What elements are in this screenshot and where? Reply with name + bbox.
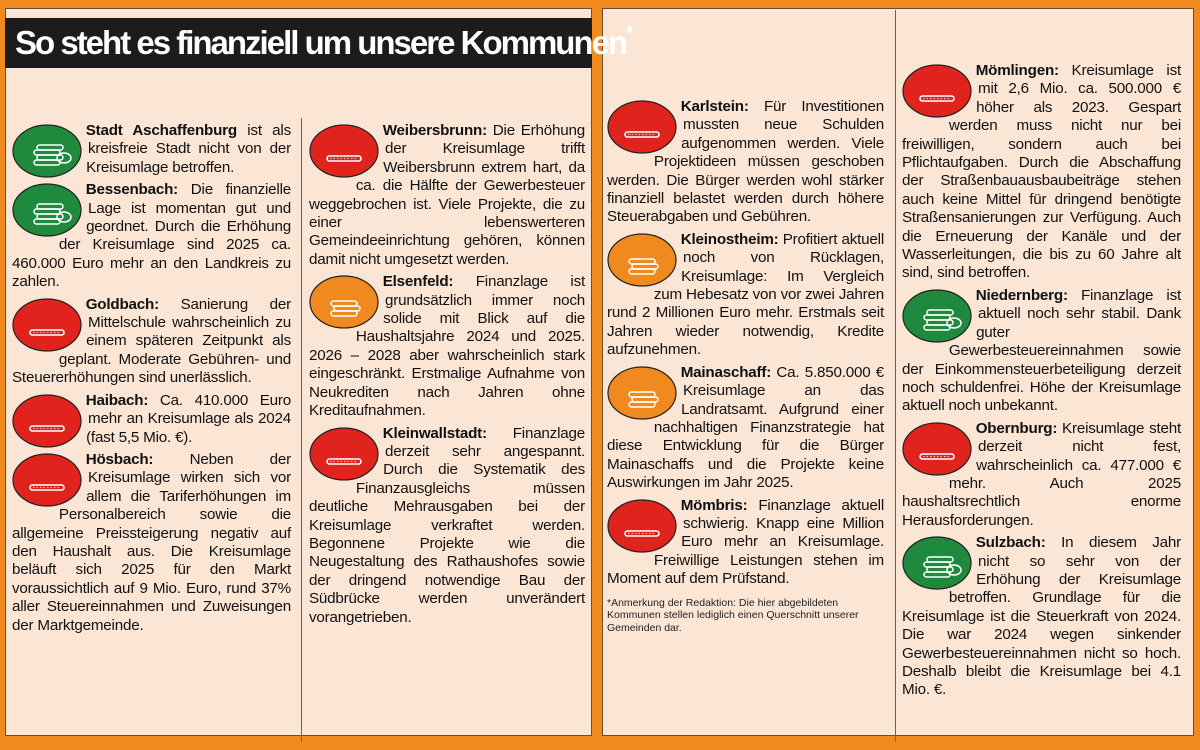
municipality-name: Kleinostheim: (680, 230, 779, 248)
coin-status-icon-red (12, 394, 82, 448)
municipality-text: Für Investitionen mussten neue Schulden aufgenommen werden. Viele Projektideen müssen geschoben werden. Die Bürger werden wohl stärker finanziell belastet werden durch höhere Steuerabgaben und Gebühren. (607, 98, 884, 226)
municipality-text: Neben der Kreisumlage wirken sich vor allem die Tariferhöhungen im Personalbereich sowie die allgemeine Preissteigerung negativ auf den Haushalt aus. Die Kreisumlage beläuft sich 2025 für den Markt voraussichtlich auf 9 Mio. Euro, rund 37% aller Steuereinnahmen und Zuweisungen der Marktgemeinde. (12, 450, 291, 634)
coin-status-icon-red (12, 298, 82, 352)
column-divider (301, 118, 302, 742)
municipality-text: ist als kreisfreie Stadt nicht von der Kreisumlage betroffen. (86, 122, 291, 176)
coin-status-icon-orange (607, 366, 677, 420)
column-1 (12, 122, 291, 639)
municipality-entry (902, 534, 1181, 700)
coin-status-icon-red (607, 100, 677, 154)
coin-status-icon-red (309, 427, 379, 481)
municipality-text: Die Erhöhung der Kreisumlage trifft Weibersbrunn extrem hart, da ca. die Hälfte der Gewerbesteuer weggebrochen ist. Viele Projekte, die zu einer lebenswerteren Gemeindeeinrichtung gehören, können damit nicht umgesetzt werden. (309, 122, 585, 268)
municipality-text: Sanierung der Mittelschule wahrscheinlich zu einem späteren Zeitpunkt als geplant. Moderate Gebühren- und Steuererhöhungen sind unerlässlich. (12, 295, 291, 387)
column-3 (607, 98, 884, 634)
municipality-text: Ca. 410.000 Euro mehr an Kreisumlage als 2024 (fast 5,5 Mio. €). (86, 391, 291, 446)
column-2 (309, 122, 585, 631)
municipality-name: Hösbach: (85, 450, 154, 468)
coin-status-icon-red (12, 453, 82, 507)
municipality-text: Finanzlage derzeit sehr angespannt. Durch die Systematik des Finanzausgleichs müssen deutliche Mehrausgaben bei der Kreisumlage verkraftet werden. Begonnene Projekte wie die Neugestaltung des Rathaushofes sowie der dringend notwendige Bau der Südbrücke werden unverändert vorangetrieben. (309, 424, 585, 626)
municipality-entry (309, 122, 585, 269)
coin-status-icon-red (607, 499, 677, 553)
municipality-entry (607, 231, 884, 360)
column-4 (902, 62, 1181, 704)
municipality-name: Mömbris: (680, 496, 748, 514)
municipality-entry (309, 425, 585, 627)
coin-status-icon-green (12, 183, 82, 237)
coin-status-icon-red (902, 422, 972, 476)
municipality-text: Kreisumlage ist mit 2,6 Mio. ca. 500.000 € höher als 2023. Gespart werden muss nicht nur bei freiwilligen, sondern auch bei Pflichtaufgaben. Durch die Abschaffung der Straßenbauausbaubeiträge stehen auch keine Mittel für dringend benötigte Straßensanierungen zur Verfügung. Auch die Erneuerung der Kanäle und der Wasserleitungen, die bis zu 60 Jahre alt sind, sind betroffen. (902, 62, 1181, 282)
municipality-name: Sulzbach: (975, 534, 1046, 552)
municipality-text: In diesem Jahr nicht so sehr von der Erhöhung der Kreisumlage betroffen. Grundlage für die Kreisumlage ist die Steuerkraft von 2024. Die war 2024 wegen sinkender Gewerbesteuereinnahmen nicht so hoch. Deshalb bleibt die Kreisumlage bei 4.1 Mio. €. (902, 534, 1181, 699)
coin-status-icon-green (902, 536, 972, 590)
column-divider (895, 10, 896, 742)
page-title: So steht es finanziell um unsere Kommunen* (5, 18, 592, 68)
editor-note: *Anmerkung der Redaktion: Die hier abgebildeten Kommunen stellen lediglich einen Querschnitt unserer Gemeinden dar. (607, 596, 859, 634)
municipality-name: Karlstein: (680, 98, 749, 115)
municipality-text: Die finanzielle Lage ist momentan gut und geordnet. Durch die Erhöhung der Kreisumlage sind 2025 ca. 460.000 Euro mehr an den Landkreis zu zahlen. (12, 181, 291, 291)
municipality-text: Finanzlage aktuell schwierig. Knapp eine Million Euro mehr an Kreisumlage. Freiwillige Leistungen stehen im Moment auf dem Prüfstand. (607, 496, 884, 588)
coin-status-icon-red (309, 124, 379, 178)
municipality-name: Weibersbrunn: (382, 122, 487, 139)
municipality-text: Profitiert aktuell noch von Rücklagen, Kreisumlage: Im Vergleich zum Hebesatz von vor zwei Jahren rund 2 Millionen Euro mehr. Erstmals seit Jahren wieder notwendig, Kredite aufzunehmen. (607, 230, 884, 359)
municipality-entry (12, 451, 291, 635)
municipality-name: Mömlingen: (975, 62, 1059, 79)
municipality-entry (12, 392, 291, 447)
coin-status-icon-green (12, 124, 82, 178)
municipality-name: Obernburg: (975, 419, 1058, 437)
municipality-entry (902, 287, 1181, 416)
municipality-name: Mainaschaff: (680, 363, 772, 381)
municipality-text: Finanzlage ist aktuell noch sehr stabil. Dank guter Gewerbesteuereinnahmen sowie der Einkommensteuerbeteiligung derzeit noch schuldenfrei. Höhe der Kreisumlage aktuell noch unbekannt. (902, 286, 1181, 415)
municipality-name: Goldbach: (85, 295, 159, 313)
municipality-entry (607, 497, 884, 589)
municipality-text: Finanzlage ist grundsätzlich immer noch solide mit Blick auf die Haushaltsjahre 2024 und 2025. 2026 – 2028 aber wahrscheinlich stark eingeschränkt. Erstmalige Aufnahme von Neukrediten nach Jahren ohne Kreditaufnahmen. (309, 273, 585, 420)
municipality-entry (12, 122, 291, 177)
municipality-entry (12, 296, 291, 388)
municipality-name: Haibach: (85, 391, 149, 409)
municipality-name: Stadt Aschaffenburg (85, 122, 237, 139)
coin-status-icon-red (902, 64, 972, 118)
coin-status-icon-orange (309, 275, 379, 329)
municipality-name: Elsenfeld: (382, 273, 454, 291)
municipality-entry (902, 420, 1181, 530)
coin-status-icon-green (902, 289, 972, 343)
municipality-name: Bessenbach: (85, 181, 179, 199)
coin-status-icon-orange (607, 233, 677, 287)
municipality-entry (607, 98, 884, 227)
municipality-name: Niedernberg: (975, 286, 1068, 304)
municipality-text: Ca. 5.850.000 € Kreisumlage an das Landratsamt. Aufgrund einer nachhaltigen Finanzstrategie hat diese Entwicklung für die Bürger Mainaschaffs und die Projekte keine Auswirkungen im Jahr 2025. (607, 363, 884, 492)
municipality-entry (607, 364, 884, 493)
municipality-entry (12, 181, 291, 291)
municipality-entry (309, 273, 585, 420)
municipality-text: Kreisumlage steht derzeit nicht fest, wahrscheinlich ca. 477.000 € mehr. Auch 2025 haushaltsrechtlich enorme Herausforderungen. (902, 419, 1181, 529)
municipality-name: Kleinwallstadt: (382, 424, 487, 442)
municipality-entry (902, 62, 1181, 283)
